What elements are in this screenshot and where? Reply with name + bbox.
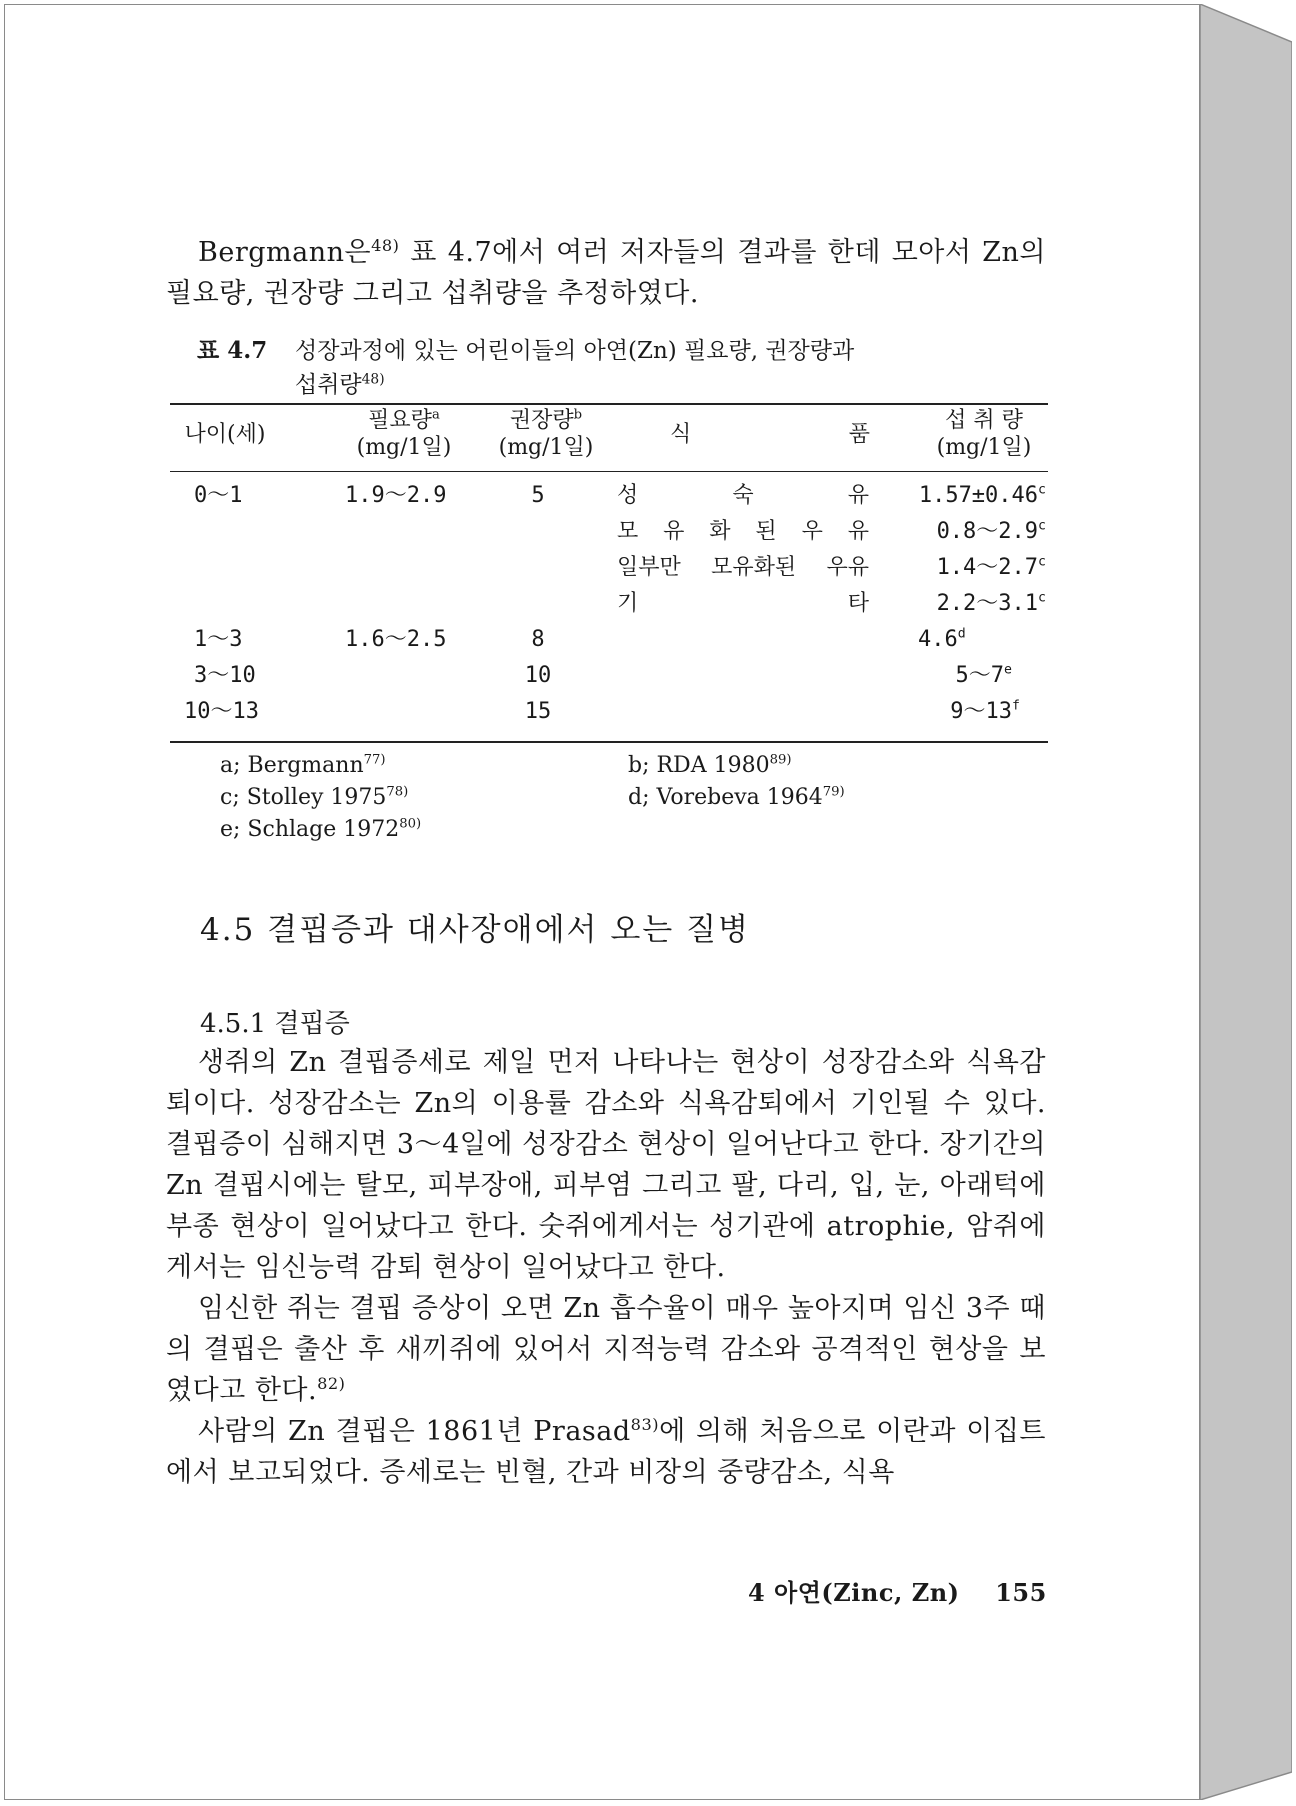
page-side-edge — [1200, 4, 1292, 1800]
intro-text-start: Bergmann은 — [198, 237, 372, 268]
paragraph-2-ref: 82) — [317, 1374, 346, 1393]
paragraph-1: 생쥐의 Zn 결핍증세로 제일 먼저 나타나는 현상이 성장감소와 식욕감퇴이다. 성장감소는 Zn의 이용률 감소와 식욕감퇴에서 기인될 수 있다. 결핍증이 심해지면 3〜4일에 성장감소 현상이 일어난다고 한다. 장기간의 Zn 결핍시에는 탈모, 피부장애, 피부염 그리고 팔, 다리, 입, 눈, 아래턱에 부종 현상이 일어났다고 한다. 숫쥐에게서는 성기관에 atrophie, 암쥐에게서는 임신능력 감퇴 현상이 일어났다고 한다. — [166, 1047, 1046, 1283]
header-food — [670, 421, 870, 448]
food-1-char-3: 유 — [847, 483, 869, 508]
footnote-a — [220, 751, 386, 781]
subsection-title: 4.5.1 결핍증 — [200, 1009, 350, 1039]
footer-chapter: 4 아연(Zinc, Zn) — [748, 1578, 960, 1607]
intro-reference: 48) — [371, 236, 400, 255]
intake-7-mark: f — [1012, 698, 1020, 714]
footnote-b-text: b; RDA 1980 — [628, 753, 770, 778]
paragraph-3-start: 사람의 Zn 결핍은 1861년 Prasad — [198, 1416, 631, 1447]
intake-4-mark: c — [1038, 590, 1046, 606]
row-1-recommended: 5 — [531, 483, 545, 508]
header-intake-label: 섭 취 량 — [945, 408, 1023, 433]
intake-2-mark: c — [1038, 518, 1046, 534]
row-3-recommended: 10 — [524, 663, 552, 688]
intake-5 — [918, 625, 966, 655]
food-3-word-3: 우유 — [826, 555, 869, 580]
footnote-b — [628, 751, 792, 781]
food-2-char-4: 된 — [755, 519, 777, 544]
footnote-d — [628, 783, 845, 813]
header-intake-unit: (mg/1일) — [936, 435, 1032, 460]
food-row-4 — [617, 589, 869, 619]
footnote-c-text: c; Stolley 1975 — [220, 785, 387, 810]
food-3-word-1: 일부만 — [617, 555, 681, 580]
caption-reference: 48) — [361, 371, 385, 388]
intake-5-value: 4.6 — [918, 627, 958, 652]
intake-4-value: 2.2〜3.1 — [936, 591, 1039, 616]
intake-4 — [937, 589, 1046, 619]
food-1-char-2: 숙 — [732, 483, 754, 508]
header-requirement-unit: (mg/1일) — [356, 435, 452, 460]
row-4-recommended: 15 — [524, 699, 552, 724]
food-4-char-2: 타 — [847, 591, 869, 616]
page-number: 155 — [995, 1578, 1047, 1607]
food-row-3 — [617, 553, 869, 583]
row-2-age: 1〜3 — [194, 627, 243, 652]
header-intake — [920, 407, 1048, 461]
intake-1-value: 1.57±0.46 — [918, 483, 1039, 508]
header-recommended — [480, 407, 612, 461]
header-requirement-mark: a — [431, 407, 440, 423]
header-requirement-label: 필요량 — [368, 408, 432, 433]
intake-1-mark: c — [1038, 482, 1046, 498]
food-2-char-1: 모 — [617, 519, 639, 544]
footnote-c — [220, 783, 408, 813]
food-row-1 — [617, 481, 869, 511]
footnote-a-ref: 77) — [363, 752, 386, 768]
footnote-b-ref: 89) — [769, 752, 792, 768]
row-2-requirement: 1.6〜2.5 — [345, 627, 447, 652]
intake-6-mark: e — [1004, 662, 1012, 678]
intake-3 — [937, 553, 1046, 583]
intake-2-value: 0.8〜2.9 — [936, 519, 1039, 544]
intake-7 — [950, 697, 1020, 727]
food-2-char-2: 유 — [663, 519, 685, 544]
table-bottom-rule — [170, 741, 1048, 743]
intro-text-end: 표 4.7에서 여러 저자들의 결과를 한데 모아서 Zn의 필요량, 권장량 그리고 섭취량을 추정하였다. — [166, 237, 1046, 309]
paragraph-2-text: 임신한 쥐는 결핍 증상이 오면 Zn 흡수율이 매우 높아지며 임신 3주 때의 결핍은 출산 후 새끼쥐에 있어서 지적능력 감소와 공격적인 현상을 보였다고 한다. — [166, 1293, 1046, 1406]
intake-3-mark: c — [1038, 554, 1046, 570]
header-food-char-2: 품 — [848, 422, 870, 447]
caption-line-2: 섭취량 — [295, 372, 362, 398]
paragraph-3-ref: 83) — [630, 1415, 660, 1434]
row-3-age: 3〜10 — [194, 663, 256, 688]
footnote-c-ref: 78) — [386, 784, 409, 800]
table-top-rule — [170, 403, 1048, 405]
header-recommended-label: 권장량 — [509, 408, 574, 433]
food-row-2 — [617, 517, 869, 547]
food-2-char-3: 화 — [709, 519, 731, 544]
footnote-e-text: e; Schlage 1972 — [220, 817, 400, 842]
footnote-d-ref: 79) — [822, 784, 845, 800]
page-footer — [748, 1573, 1047, 1608]
food-4-char-1: 기 — [617, 591, 639, 616]
paragraph-2 — [166, 1288, 1046, 1411]
header-age: 나이(세) — [184, 422, 266, 447]
intake-5-mark: d — [957, 626, 966, 642]
row-1-requirement: 1.9〜2.9 — [345, 483, 447, 508]
footnote-a-text: a; Bergmann — [220, 753, 364, 778]
footnote-e — [220, 815, 421, 845]
paragraph-3 — [166, 1411, 1046, 1493]
header-requirement — [338, 407, 470, 461]
section-body — [166, 1042, 1046, 1493]
food-2-char-5: 우 — [801, 519, 823, 544]
header-recommended-unit: (mg/1일) — [498, 435, 594, 460]
intro-paragraph — [166, 232, 1046, 314]
intake-3-value: 1.4〜2.7 — [936, 555, 1039, 580]
intake-6 — [956, 661, 1012, 691]
table-caption — [197, 334, 1047, 402]
header-food-char-1: 식 — [670, 422, 692, 447]
section-title: 4.5 결핍증과 대사장애에서 오는 질병 — [200, 912, 750, 948]
row-2-recommended: 8 — [531, 627, 545, 652]
row-4-age: 10〜13 — [184, 699, 259, 724]
food-3-word-2: 모유화된 — [711, 555, 797, 580]
header-recommended-mark: b — [573, 407, 583, 423]
food-1-char-1: 성 — [617, 483, 639, 508]
caption-line-1: 성장과정에 있는 어린이들의 아연(Zn) 필요량, 권장량과 — [295, 338, 855, 364]
intake-1 — [919, 481, 1046, 511]
intake-2 — [937, 517, 1046, 547]
table-header-rule — [170, 471, 1048, 472]
footnote-d-text: d; Vorebeva 1964 — [628, 785, 823, 810]
footnote-e-ref: 80) — [399, 816, 422, 832]
intake-6-value: 5〜7 — [955, 663, 1005, 688]
paragraph-3-end: 에 의해 처음으로 이란과 이집트에서 보고되었다. 증세로는 빈혈, 간과 비장의 중량감소, 식욕 — [166, 1416, 1046, 1488]
table-number: 표 4.7 — [197, 337, 268, 364]
row-1-age: 0〜1 — [194, 483, 243, 508]
food-2-char-6: 유 — [847, 519, 869, 544]
intake-7-value: 9〜13 — [950, 699, 1013, 724]
